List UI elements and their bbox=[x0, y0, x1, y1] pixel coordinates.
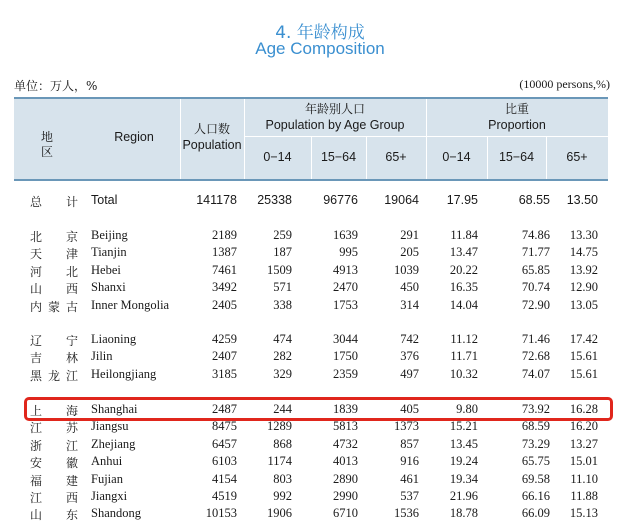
region-name-en: Jiangxi bbox=[91, 489, 128, 503]
region-name-en: Hebei bbox=[91, 263, 121, 277]
region-name-en: Fujian bbox=[91, 472, 123, 486]
region-name-cn-char: 蒙 bbox=[47, 300, 60, 314]
region-name-cn-char: 辽 bbox=[30, 334, 43, 348]
cell-value: 96776 bbox=[323, 193, 358, 207]
region-name-en: Shanghai bbox=[91, 402, 138, 416]
header-proportion-en: Proportion bbox=[488, 118, 546, 132]
region-name-cn-char: 内 bbox=[30, 300, 43, 314]
cell-value: 244 bbox=[273, 402, 292, 416]
header-age-15-64: 15−64 bbox=[320, 150, 357, 164]
cell-value: 2470 bbox=[333, 280, 358, 294]
table-row bbox=[0, 280, 640, 297]
unit-label-cn: 单位：万人，% bbox=[14, 79, 98, 93]
cell-value: 2990 bbox=[333, 489, 358, 503]
region-name-cn-char: 天 bbox=[30, 247, 43, 261]
table-row bbox=[0, 489, 640, 506]
cell-value: 72.90 bbox=[521, 298, 550, 312]
region-name-cn-char: 江 bbox=[65, 439, 78, 453]
cell-value: 11.12 bbox=[450, 332, 478, 346]
cell-value: 71.77 bbox=[521, 245, 550, 259]
cell-value: 12.90 bbox=[569, 280, 598, 294]
cell-value: 329 bbox=[273, 367, 292, 381]
region-name-cn-char: 津 bbox=[65, 247, 78, 261]
cell-value: 474 bbox=[273, 332, 292, 346]
region-name-cn-char: 古 bbox=[65, 300, 78, 314]
cell-value: 2407 bbox=[212, 349, 237, 363]
cell-value: 4259 bbox=[212, 332, 237, 346]
cell-value: 68.59 bbox=[521, 419, 550, 433]
region-name-en: Inner Mongolia bbox=[91, 298, 170, 312]
region-name-cn-char: 林 bbox=[65, 351, 78, 365]
cell-value: 11.10 bbox=[570, 472, 598, 486]
header-age-group-cn: 年龄别人口 bbox=[304, 102, 365, 116]
cell-value: 450 bbox=[400, 280, 419, 294]
cell-value: 13.05 bbox=[569, 298, 598, 312]
region-name-cn-char: 黑 bbox=[30, 369, 43, 383]
region-name-cn-char: 上 bbox=[30, 404, 43, 418]
region-name-cn bbox=[30, 349, 78, 366]
region-name-cn bbox=[30, 419, 78, 436]
cell-value: 73.92 bbox=[521, 402, 550, 416]
region-name-cn bbox=[30, 332, 78, 349]
cell-value: 1536 bbox=[394, 506, 419, 520]
region-name-cn bbox=[30, 298, 78, 315]
cell-value: 1639 bbox=[333, 228, 358, 242]
cell-value: 65.75 bbox=[521, 454, 550, 468]
table-header bbox=[14, 97, 608, 181]
cell-value: 6103 bbox=[212, 454, 237, 468]
cell-value: 19064 bbox=[384, 193, 419, 207]
table-row bbox=[0, 298, 640, 315]
region-name-cn-char: 龙 bbox=[47, 369, 60, 383]
cell-value: 803 bbox=[273, 472, 292, 486]
cell-value: 1373 bbox=[394, 419, 419, 433]
cell-value: 1906 bbox=[267, 506, 292, 520]
region-name-cn-char: 西 bbox=[65, 491, 78, 505]
cell-value: 10153 bbox=[205, 506, 237, 520]
table-row bbox=[0, 332, 640, 349]
region-name-cn-char: 徽 bbox=[65, 456, 78, 470]
cell-value: 187 bbox=[273, 245, 292, 259]
cell-value: 992 bbox=[273, 489, 292, 503]
cell-value: 4519 bbox=[212, 489, 237, 503]
cell-value: 68.55 bbox=[518, 193, 550, 207]
region-name-cn-char: 江 bbox=[65, 369, 78, 383]
cell-value: 1039 bbox=[394, 263, 419, 277]
region-name-cn-char: 北 bbox=[65, 265, 78, 279]
cell-value: 15.21 bbox=[449, 419, 478, 433]
region-name-cn-char: 建 bbox=[65, 474, 78, 488]
region-name-cn bbox=[30, 506, 78, 523]
region-name-cn-char: 山 bbox=[30, 508, 43, 522]
table-row bbox=[0, 349, 640, 366]
cell-value: 8475 bbox=[212, 419, 237, 433]
cell-value: 1289 bbox=[267, 419, 292, 433]
cell-value: 5813 bbox=[333, 419, 358, 433]
region-name-cn bbox=[30, 193, 78, 210]
cell-value: 18.78 bbox=[449, 506, 478, 520]
cell-value: 995 bbox=[339, 245, 358, 259]
table-row bbox=[0, 454, 640, 471]
cell-value: 6457 bbox=[212, 437, 237, 451]
cell-value: 571 bbox=[273, 280, 292, 294]
cell-value: 10.32 bbox=[449, 367, 478, 381]
cell-value: 9.80 bbox=[456, 402, 478, 416]
cell-value: 338 bbox=[273, 298, 292, 312]
cell-value: 13.47 bbox=[449, 245, 478, 259]
cell-value: 13.92 bbox=[569, 263, 598, 277]
cell-value: 3185 bbox=[212, 367, 237, 381]
cell-value: 868 bbox=[273, 437, 292, 451]
cell-value: 7461 bbox=[212, 263, 237, 277]
region-name-cn bbox=[30, 472, 78, 489]
header-region-cn: 地 区 bbox=[40, 130, 59, 159]
cell-value: 19.24 bbox=[449, 454, 478, 468]
cell-value: 4913 bbox=[333, 263, 358, 277]
cell-value: 15.61 bbox=[569, 367, 598, 381]
highlight-box bbox=[24, 397, 613, 421]
cell-value: 4154 bbox=[212, 472, 237, 486]
table-row bbox=[0, 228, 640, 245]
cell-value: 19.34 bbox=[449, 472, 478, 486]
table-title-cn: 4. 年龄构成 bbox=[275, 23, 365, 43]
header-prop-65-plus: 65+ bbox=[566, 150, 588, 164]
cell-value: 11.88 bbox=[570, 489, 598, 503]
region-name-en: Anhui bbox=[91, 454, 123, 468]
region-name-cn-char: 山 bbox=[30, 282, 43, 296]
cell-value: 1387 bbox=[212, 245, 237, 259]
region-name-cn-char: 江 bbox=[30, 421, 43, 435]
cell-value: 14.04 bbox=[449, 298, 478, 312]
cell-value: 2405 bbox=[212, 298, 237, 312]
table-row-total bbox=[0, 193, 640, 210]
header-age-65-plus: 65+ bbox=[385, 150, 407, 164]
header-prop-0-14: 0−14 bbox=[442, 150, 471, 164]
cell-value: 742 bbox=[400, 332, 419, 346]
cell-value: 73.29 bbox=[521, 437, 550, 451]
cell-value: 70.74 bbox=[521, 280, 550, 294]
cell-value: 15.13 bbox=[569, 506, 598, 520]
region-name-cn-char: 吉 bbox=[30, 351, 43, 365]
cell-value: 13.30 bbox=[569, 228, 598, 242]
cell-value: 259 bbox=[273, 228, 292, 242]
region-name-cn-char: 安 bbox=[30, 456, 43, 470]
cell-value: 14.75 bbox=[569, 245, 598, 259]
header-region-en: Region bbox=[114, 130, 154, 144]
header-population-cn: 人口数 bbox=[193, 122, 230, 136]
region-name-cn-char: 浙 bbox=[30, 439, 43, 453]
cell-value: 314 bbox=[400, 298, 419, 312]
region-name-cn-char: 福 bbox=[30, 474, 43, 488]
region-name-en: Tianjin bbox=[91, 245, 127, 259]
cell-value: 4732 bbox=[333, 437, 358, 451]
header-age-group-en: Population by Age Group bbox=[265, 118, 405, 132]
cell-value: 65.85 bbox=[521, 263, 550, 277]
cell-value: 74.86 bbox=[521, 228, 550, 242]
cell-value: 11.71 bbox=[450, 349, 478, 363]
cell-value: 141178 bbox=[196, 193, 237, 207]
cell-value: 205 bbox=[400, 245, 419, 259]
cell-value: 857 bbox=[400, 437, 419, 451]
cell-value: 16.20 bbox=[569, 419, 598, 433]
region-name-en: Heilongjiang bbox=[91, 367, 157, 381]
cell-value: 6710 bbox=[333, 506, 358, 520]
region-name-en: Zhejiang bbox=[91, 437, 136, 451]
region-name-en: Shanxi bbox=[91, 280, 126, 294]
cell-value: 1509 bbox=[267, 263, 292, 277]
region-name-en: Beijing bbox=[91, 228, 128, 242]
cell-value: 376 bbox=[400, 349, 419, 363]
region-name-cn bbox=[30, 263, 78, 280]
cell-value: 4013 bbox=[333, 454, 358, 468]
cell-value: 25338 bbox=[257, 193, 292, 207]
region-name-cn bbox=[30, 437, 78, 454]
cell-value: 69.58 bbox=[521, 472, 550, 486]
cell-value: 16.35 bbox=[449, 280, 478, 294]
table-row bbox=[0, 419, 640, 436]
table-row bbox=[0, 437, 640, 454]
cell-value: 17.42 bbox=[569, 332, 598, 346]
cell-value: 916 bbox=[400, 454, 419, 468]
cell-value: 291 bbox=[400, 228, 419, 242]
region-name-cn-char: 河 bbox=[30, 265, 43, 279]
table-row bbox=[0, 506, 640, 523]
cell-value: 3492 bbox=[212, 280, 237, 294]
cell-value: 1750 bbox=[333, 349, 358, 363]
unit-label-en: (10000 persons,%) bbox=[519, 77, 610, 91]
table-row bbox=[0, 472, 640, 489]
header-proportion-cn: 比重 bbox=[504, 102, 529, 116]
cell-value: 15.01 bbox=[569, 454, 598, 468]
region-name-cn bbox=[30, 489, 78, 506]
region-name-en: Jilin bbox=[91, 349, 113, 363]
cell-value: 537 bbox=[400, 489, 419, 503]
cell-value: 72.68 bbox=[521, 349, 550, 363]
region-name-cn bbox=[30, 228, 78, 245]
cell-value: 13.27 bbox=[569, 437, 598, 451]
table-title-en: Age Composition bbox=[255, 39, 385, 58]
cell-value: 16.28 bbox=[569, 402, 598, 416]
cell-value: 17.95 bbox=[446, 193, 478, 207]
cell-value: 2890 bbox=[333, 472, 358, 486]
cell-value: 20.22 bbox=[449, 263, 478, 277]
region-name-cn-char: 北 bbox=[30, 230, 43, 244]
cell-value: 11.84 bbox=[450, 228, 478, 242]
cell-value: 2487 bbox=[212, 402, 237, 416]
cell-value: 71.46 bbox=[521, 332, 550, 346]
cell-value: 2359 bbox=[333, 367, 358, 381]
region-name-cn bbox=[30, 454, 78, 471]
cell-value: 282 bbox=[273, 349, 292, 363]
cell-value: 21.96 bbox=[449, 489, 478, 503]
region-name-cn-char: 京 bbox=[65, 230, 78, 244]
region-name-en: Shandong bbox=[91, 506, 141, 520]
cell-value: 13.45 bbox=[449, 437, 478, 451]
header-age-0-14: 0−14 bbox=[263, 150, 292, 164]
region-name-cn-char: 计 bbox=[65, 195, 78, 209]
region-name-cn-char: 西 bbox=[65, 282, 78, 296]
region-name-cn-char: 东 bbox=[65, 508, 78, 522]
region-name-en: Jiangsu bbox=[91, 419, 129, 433]
cell-value: 2189 bbox=[212, 228, 237, 242]
cell-value: 405 bbox=[400, 402, 419, 416]
cell-value: 74.07 bbox=[521, 367, 550, 381]
region-name-cn-char: 宁 bbox=[65, 334, 78, 348]
region-name-en: Total bbox=[91, 193, 118, 207]
cell-value: 15.61 bbox=[569, 349, 598, 363]
cell-value: 1753 bbox=[333, 298, 358, 312]
cell-value: 1174 bbox=[267, 454, 292, 468]
region-name-cn-char: 苏 bbox=[65, 421, 78, 435]
header-population-en: Population bbox=[182, 138, 242, 152]
cell-value: 66.16 bbox=[521, 489, 550, 503]
region-name-cn-char: 海 bbox=[65, 404, 78, 418]
cell-value: 1839 bbox=[333, 402, 358, 416]
cell-value: 3044 bbox=[333, 332, 358, 346]
region-name-cn bbox=[30, 367, 78, 384]
table-row bbox=[0, 367, 640, 384]
cell-value: 66.09 bbox=[521, 506, 550, 520]
table-row bbox=[0, 263, 640, 280]
table-row bbox=[0, 245, 640, 262]
header-prop-15-64: 15−64 bbox=[498, 150, 535, 164]
region-name-cn-char: 江 bbox=[30, 491, 43, 505]
cell-value: 461 bbox=[400, 472, 419, 486]
region-name-en: Liaoning bbox=[91, 332, 137, 346]
cell-value: 497 bbox=[400, 367, 419, 381]
region-name-cn bbox=[30, 245, 78, 262]
region-name-cn bbox=[30, 280, 78, 297]
region-name-cn-char: 总 bbox=[30, 195, 43, 209]
cell-value: 13.50 bbox=[566, 193, 598, 207]
